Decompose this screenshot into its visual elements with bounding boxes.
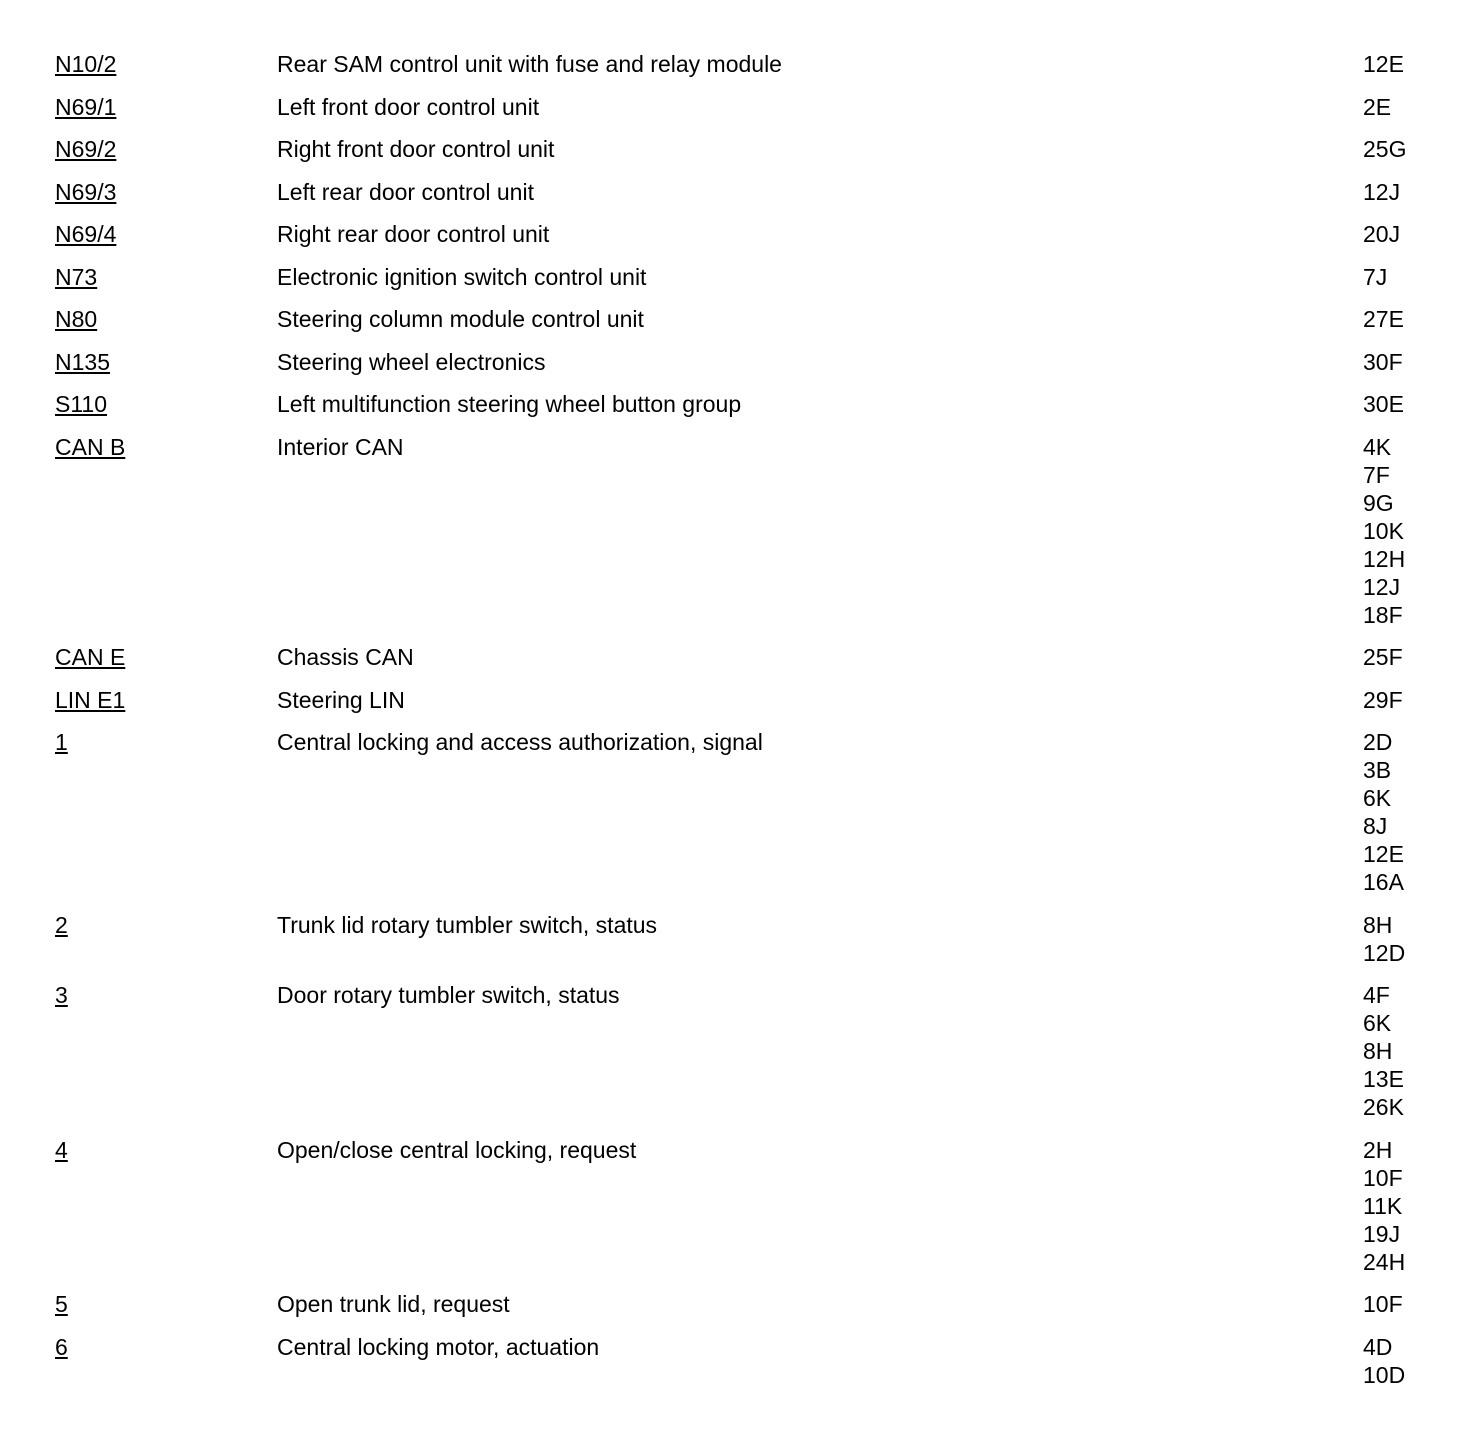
component-code-link[interactable]: 1 xyxy=(55,729,68,755)
grid-reference: 4K xyxy=(1363,433,1392,460)
grid-reference-list xyxy=(1363,433,1425,629)
legend-row xyxy=(55,433,1425,644)
grid-reference: 12J xyxy=(1363,573,1401,600)
legend-row xyxy=(55,305,1425,348)
component-code-link[interactable]: N69/1 xyxy=(55,93,117,120)
legend-table xyxy=(55,50,1425,1403)
grid-reference: 20J xyxy=(1363,221,1401,247)
component-code-link[interactable]: 2 xyxy=(55,911,68,938)
grid-reference: 2D xyxy=(1363,729,1393,755)
legend-row xyxy=(55,135,1425,178)
component-description: Left front door control unit xyxy=(277,93,540,120)
grid-reference: 2E xyxy=(1363,93,1392,120)
grid-reference: 16A xyxy=(1363,869,1404,895)
component-description: Left rear door control unit xyxy=(277,178,534,205)
grid-reference: 4D xyxy=(1363,1333,1393,1360)
grid-reference-list xyxy=(1363,1290,1425,1318)
grid-reference-list xyxy=(1363,178,1425,206)
component-code-link[interactable]: N69/2 xyxy=(55,136,117,162)
legend-row xyxy=(55,263,1425,306)
component-description: Electronic ignition switch control unit xyxy=(277,263,647,290)
grid-reference: 12J xyxy=(1363,178,1401,205)
grid-reference: 9G xyxy=(1363,489,1394,516)
legend-row xyxy=(55,911,1425,982)
component-description: Open trunk lid, request xyxy=(277,1291,510,1317)
legend-row xyxy=(55,178,1425,221)
legend-row xyxy=(55,1333,1425,1404)
grid-reference: 3B xyxy=(1363,757,1392,783)
grid-reference: 25G xyxy=(1363,136,1407,162)
component-description: Steering column module control unit xyxy=(277,306,644,332)
grid-reference-list xyxy=(1363,220,1425,248)
grid-reference: 8H xyxy=(1363,911,1393,938)
legend-row xyxy=(55,50,1425,93)
grid-reference: 8H xyxy=(1363,1038,1393,1064)
component-code-link[interactable]: LIN E1 xyxy=(55,686,126,713)
legend-row xyxy=(55,1136,1425,1291)
grid-reference: 30E xyxy=(1363,391,1404,417)
grid-reference: 18F xyxy=(1363,601,1403,628)
component-description: Steering wheel electronics xyxy=(277,348,546,375)
legend-row xyxy=(55,1290,1425,1333)
grid-reference-list xyxy=(1363,1136,1425,1276)
grid-reference-list xyxy=(1363,93,1425,121)
grid-reference: 12D xyxy=(1363,939,1406,966)
grid-reference: 6K xyxy=(1363,785,1392,811)
grid-reference: 25F xyxy=(1363,644,1403,670)
component-description: Trunk lid rotary tumbler switch, status xyxy=(277,911,658,938)
grid-reference: 12E xyxy=(1363,51,1404,77)
component-code-link[interactable]: N80 xyxy=(55,306,98,332)
component-description: Door rotary tumbler switch, status xyxy=(277,982,620,1008)
grid-reference-list xyxy=(1363,1333,1425,1389)
grid-reference-list xyxy=(1363,263,1425,291)
component-description: Central locking motor, actuation xyxy=(277,1333,600,1360)
grid-reference-list xyxy=(1363,643,1425,671)
grid-reference: 10F xyxy=(1363,1291,1403,1317)
grid-reference: 12E xyxy=(1363,841,1404,867)
grid-reference-list xyxy=(1363,911,1425,967)
component-code-link[interactable]: N135 xyxy=(55,348,110,375)
component-code-link[interactable]: N10/2 xyxy=(55,51,117,77)
legend-row xyxy=(55,390,1425,433)
component-description: Chassis CAN xyxy=(277,644,414,670)
grid-reference-list xyxy=(1363,728,1425,896)
component-description: Rear SAM control unit with fuse and relay module xyxy=(277,51,782,77)
legend-row xyxy=(55,220,1425,263)
grid-reference: 7J xyxy=(1363,263,1388,290)
component-description: Open/close central locking, request xyxy=(277,1136,637,1163)
component-code-link[interactable]: 4 xyxy=(55,1136,68,1163)
grid-reference: 30F xyxy=(1363,348,1403,375)
component-code-link[interactable]: CAN B xyxy=(55,433,126,460)
legend-row xyxy=(55,643,1425,686)
grid-reference: 26K xyxy=(1363,1094,1404,1120)
component-code-link[interactable]: 6 xyxy=(55,1333,68,1360)
grid-reference-list xyxy=(1363,348,1425,376)
grid-reference: 10K xyxy=(1363,517,1404,544)
grid-reference: 4F xyxy=(1363,982,1390,1008)
grid-reference: 10F xyxy=(1363,1164,1403,1191)
grid-reference-list xyxy=(1363,135,1425,163)
component-code-link[interactable]: N73 xyxy=(55,263,98,290)
grid-reference: 19J xyxy=(1363,1220,1401,1247)
grid-reference: 27E xyxy=(1363,306,1404,332)
grid-reference-list xyxy=(1363,50,1425,78)
grid-reference: 11K xyxy=(1363,1192,1403,1219)
component-description: Central locking and access authorization, signal xyxy=(277,729,763,755)
legend-row xyxy=(55,728,1425,911)
grid-reference: 29F xyxy=(1363,686,1403,713)
grid-reference: 10D xyxy=(1363,1361,1406,1388)
component-code-link[interactable]: N69/4 xyxy=(55,221,117,247)
grid-reference-list xyxy=(1363,981,1425,1121)
component-code-link[interactable]: CAN E xyxy=(55,644,126,670)
grid-reference-list xyxy=(1363,686,1425,714)
grid-reference-list xyxy=(1363,305,1425,333)
legend-row xyxy=(55,981,1425,1136)
grid-reference: 12H xyxy=(1363,545,1406,572)
component-description: Right rear door control unit xyxy=(277,221,550,247)
legend-row xyxy=(55,93,1425,136)
grid-reference: 7F xyxy=(1363,461,1390,488)
grid-reference: 2H xyxy=(1363,1136,1393,1163)
component-description: Right front door control unit xyxy=(277,136,555,162)
component-description: Left multifunction steering wheel button group xyxy=(277,391,742,417)
component-description: Steering LIN xyxy=(277,686,405,713)
component-code-link[interactable]: N69/3 xyxy=(55,178,117,205)
grid-reference-list xyxy=(1363,390,1425,418)
legend-row xyxy=(55,686,1425,729)
grid-reference: 13E xyxy=(1363,1066,1404,1092)
component-code-link[interactable]: 5 xyxy=(55,1291,68,1317)
component-code-link[interactable]: S110 xyxy=(55,391,108,417)
grid-reference: 24H xyxy=(1363,1248,1406,1275)
component-description: Interior CAN xyxy=(277,433,404,460)
legend-row xyxy=(55,348,1425,391)
grid-reference: 8J xyxy=(1363,813,1388,839)
grid-reference: 6K xyxy=(1363,1010,1392,1036)
component-code-link[interactable]: 3 xyxy=(55,982,68,1008)
